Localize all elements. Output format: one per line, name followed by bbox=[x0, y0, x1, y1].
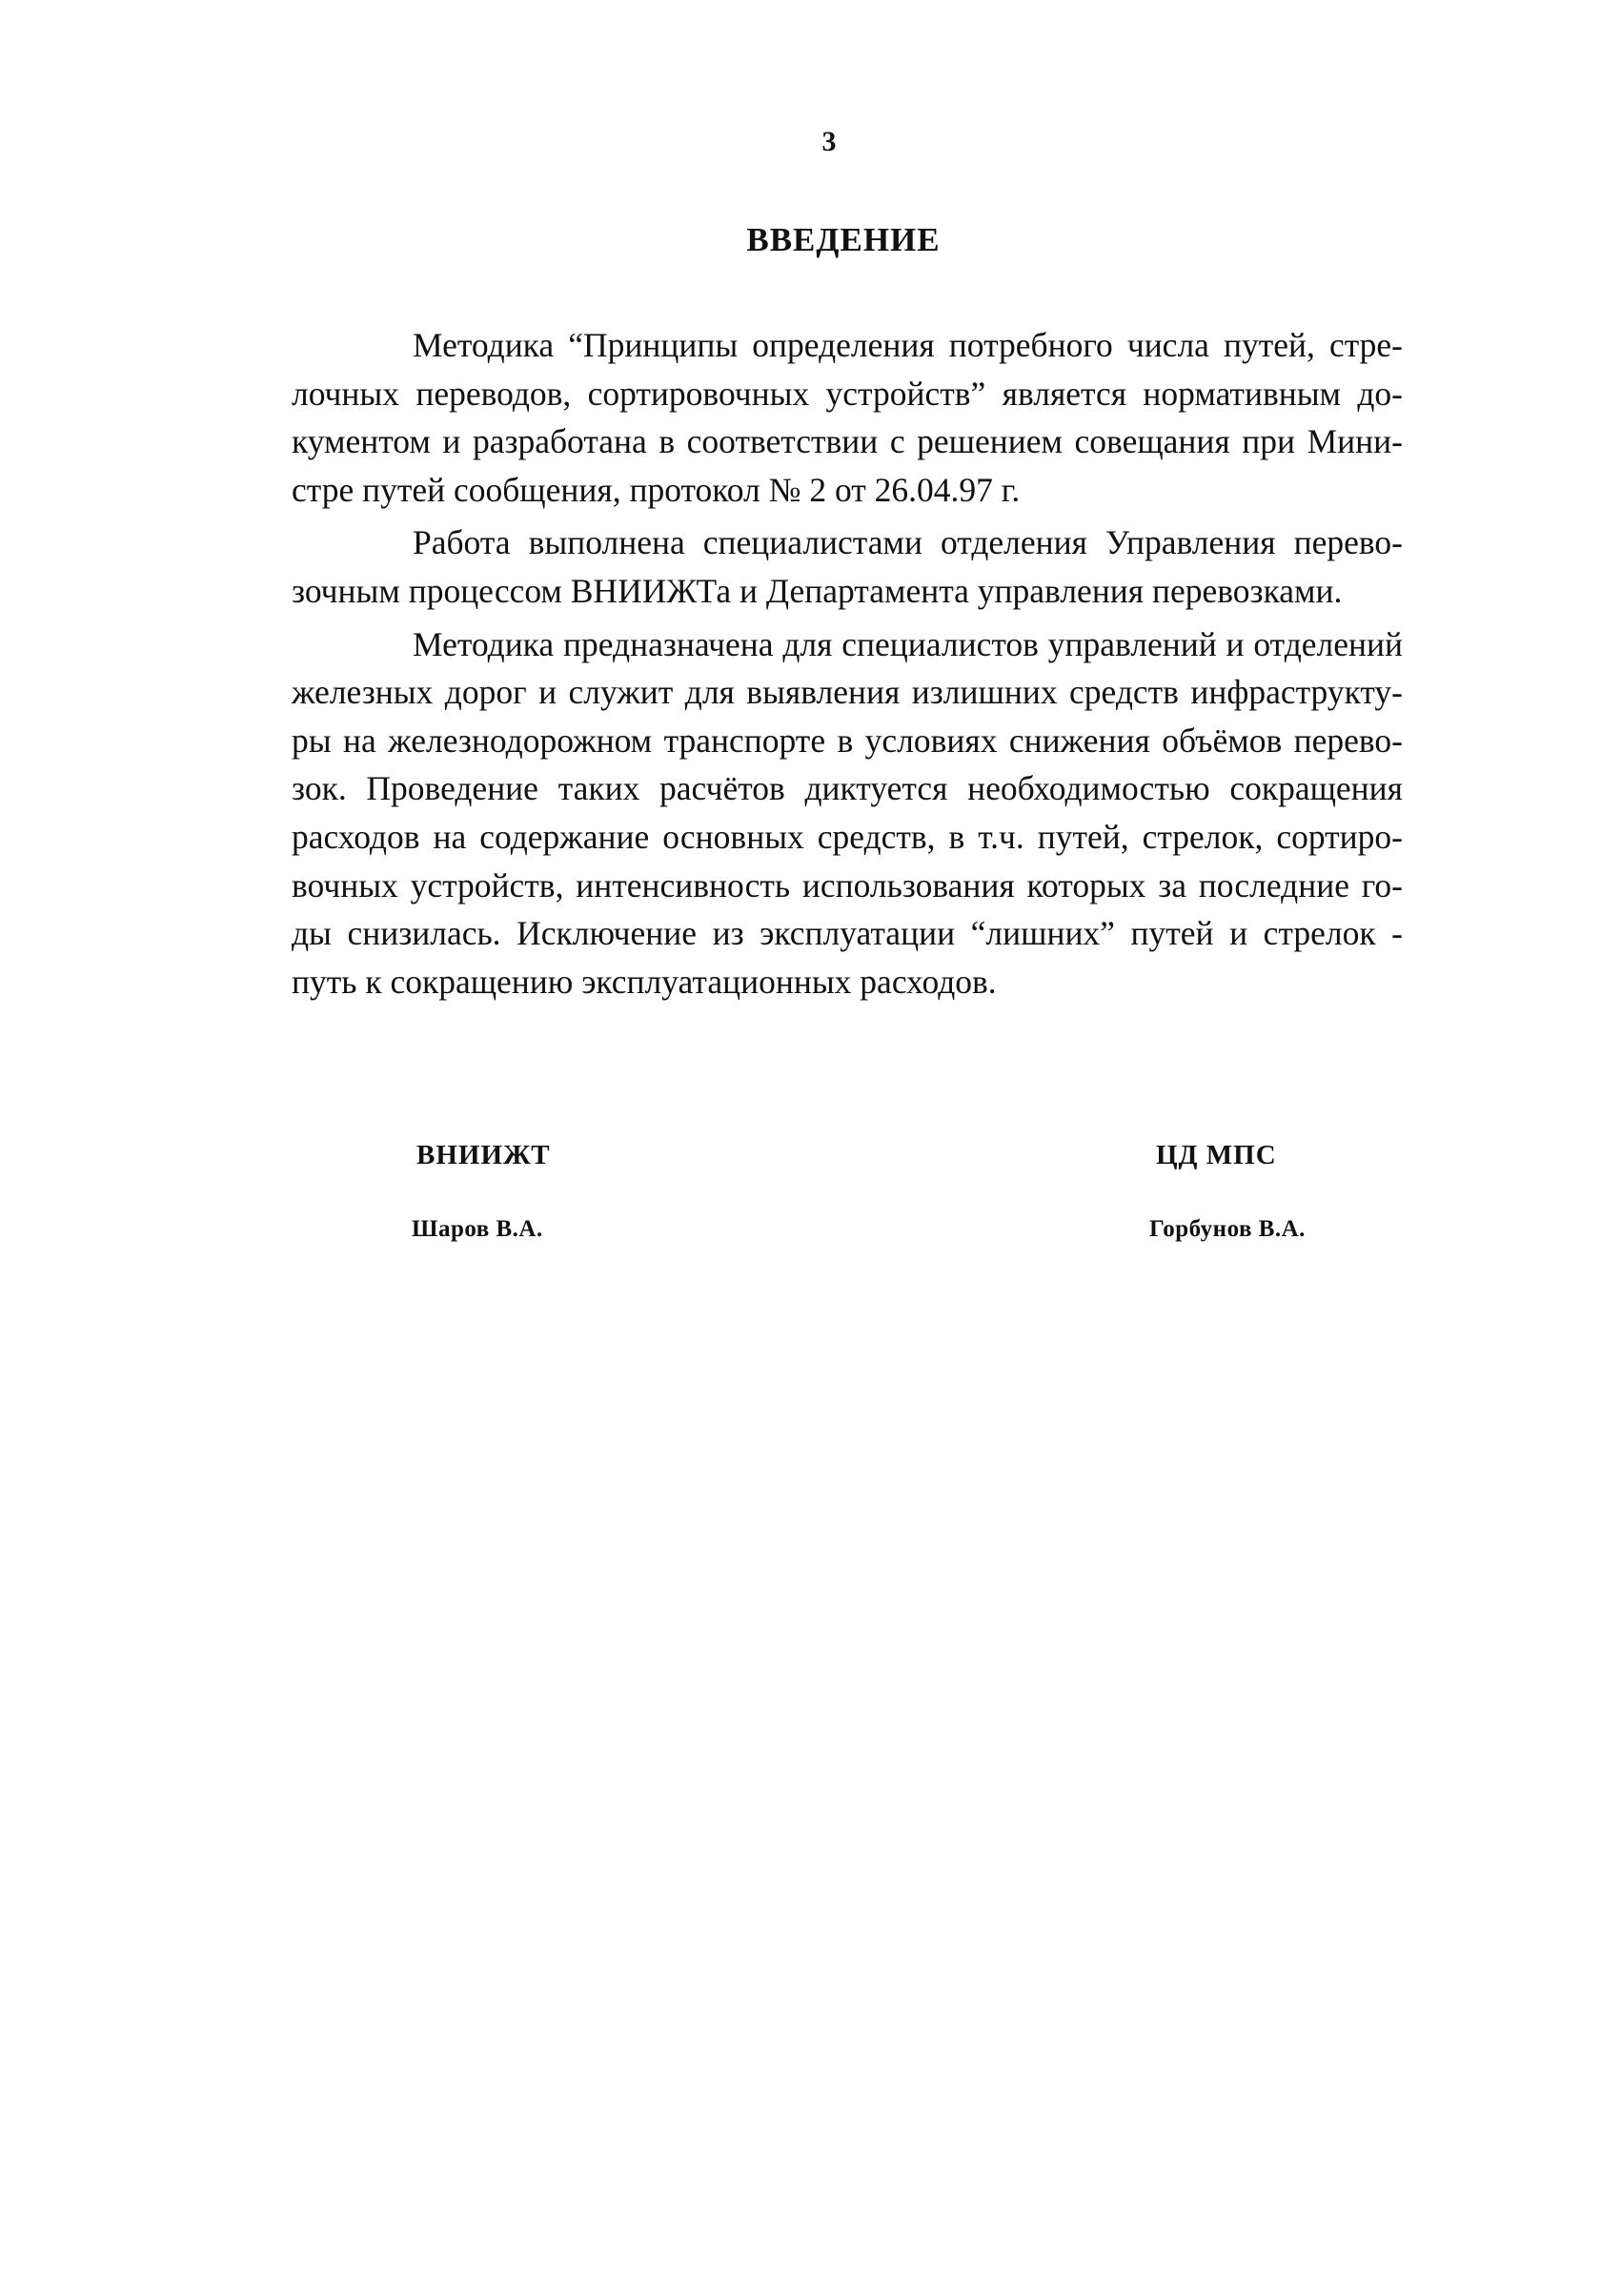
signature-left-organization: ВНИИЖТ bbox=[416, 1140, 551, 1170]
text-line: Методика “Принципы определения потребного числа путей, стре- bbox=[413, 326, 1403, 364]
text-line: расходов на содержание основных средств, в т.ч. путей, стрелок, сортиро- bbox=[292, 817, 1403, 856]
paragraph-audience bbox=[292, 620, 1403, 1006]
signature-right-organization: ЦД МПС bbox=[1156, 1140, 1277, 1170]
text-line: лочных переводов, сортировочных устройств” является нормативным до- bbox=[292, 374, 1403, 413]
signature-right-name: Горбунов В.А. bbox=[1149, 1216, 1306, 1242]
text-line: стре путей сообщения, протокол № 2 от 26.04.97 г. bbox=[292, 470, 1021, 509]
text-line: железных дорог и служит для выявления излишних средств инфраструкту- bbox=[292, 673, 1403, 712]
text-line: Работа выполнена специалистами отделения Управления перево- bbox=[413, 523, 1403, 562]
text-line: зок. Проведение таких расчётов диктуется необходимостью сокращения bbox=[292, 769, 1403, 808]
section-heading: ВВЕДЕНИЕ bbox=[746, 221, 941, 258]
signature-left-name: Шаров В.А. bbox=[412, 1216, 543, 1242]
text-line: Методика предназначена для специалистов управлений и отделений bbox=[413, 624, 1403, 663]
text-line: путь к сокращению эксплуатационных расходов. bbox=[292, 962, 997, 1001]
text-line: кументом и разработана в соответствии с решением совещания при Мини- bbox=[292, 422, 1403, 461]
paragraph-authors bbox=[292, 518, 1403, 615]
page-number: 3 bbox=[821, 126, 837, 157]
text-line: ры на железнодорожном транспорте в условиях снижения объёмов перево- bbox=[292, 721, 1403, 760]
text-line: вочных устройств, интенсивность использования которых за последние го- bbox=[292, 865, 1403, 904]
text-line: ды снизилась. Исключение из эксплуатации “лишних” путей и стрелок - bbox=[292, 914, 1403, 953]
text-line: зочным процессом ВНИИЖТа и Департамента управления перевозками. bbox=[292, 571, 1343, 610]
signature-block bbox=[0, 1140, 1621, 1254]
paragraph-purpose bbox=[292, 321, 1403, 514]
introduction-body bbox=[292, 321, 1403, 1010]
